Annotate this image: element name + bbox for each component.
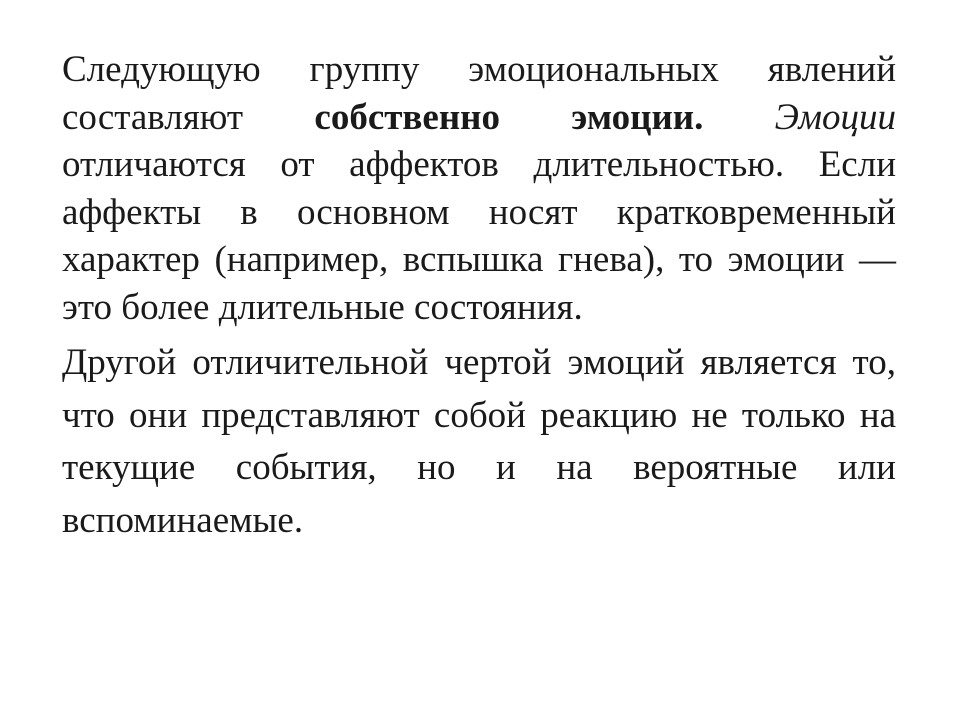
slide-body: [62, 46, 896, 547]
paragraph-rest-text: отличаются от аффектов длительностью. Если аффекты в основном носят кратковременный характер (например, вспышка гнева), то эмоции — это более длительные состояния.: [62, 144, 896, 328]
bold-term-emotions: собственно эмоции.: [314, 96, 704, 138]
italic-term-emotions: Эмоции: [774, 96, 896, 138]
space: [703, 97, 774, 138]
paragraph-intro-text: Следующую группу эмоциональных явлений составляют: [62, 49, 896, 138]
paragraph-emotions-definition: [62, 46, 896, 331]
paragraph-emotions-trait: Другой отличительной чертой эмоций является то, что они представляют собой реакцию не только на текущие события, но и на вероятные или вспоминаемые.: [62, 342, 896, 541]
